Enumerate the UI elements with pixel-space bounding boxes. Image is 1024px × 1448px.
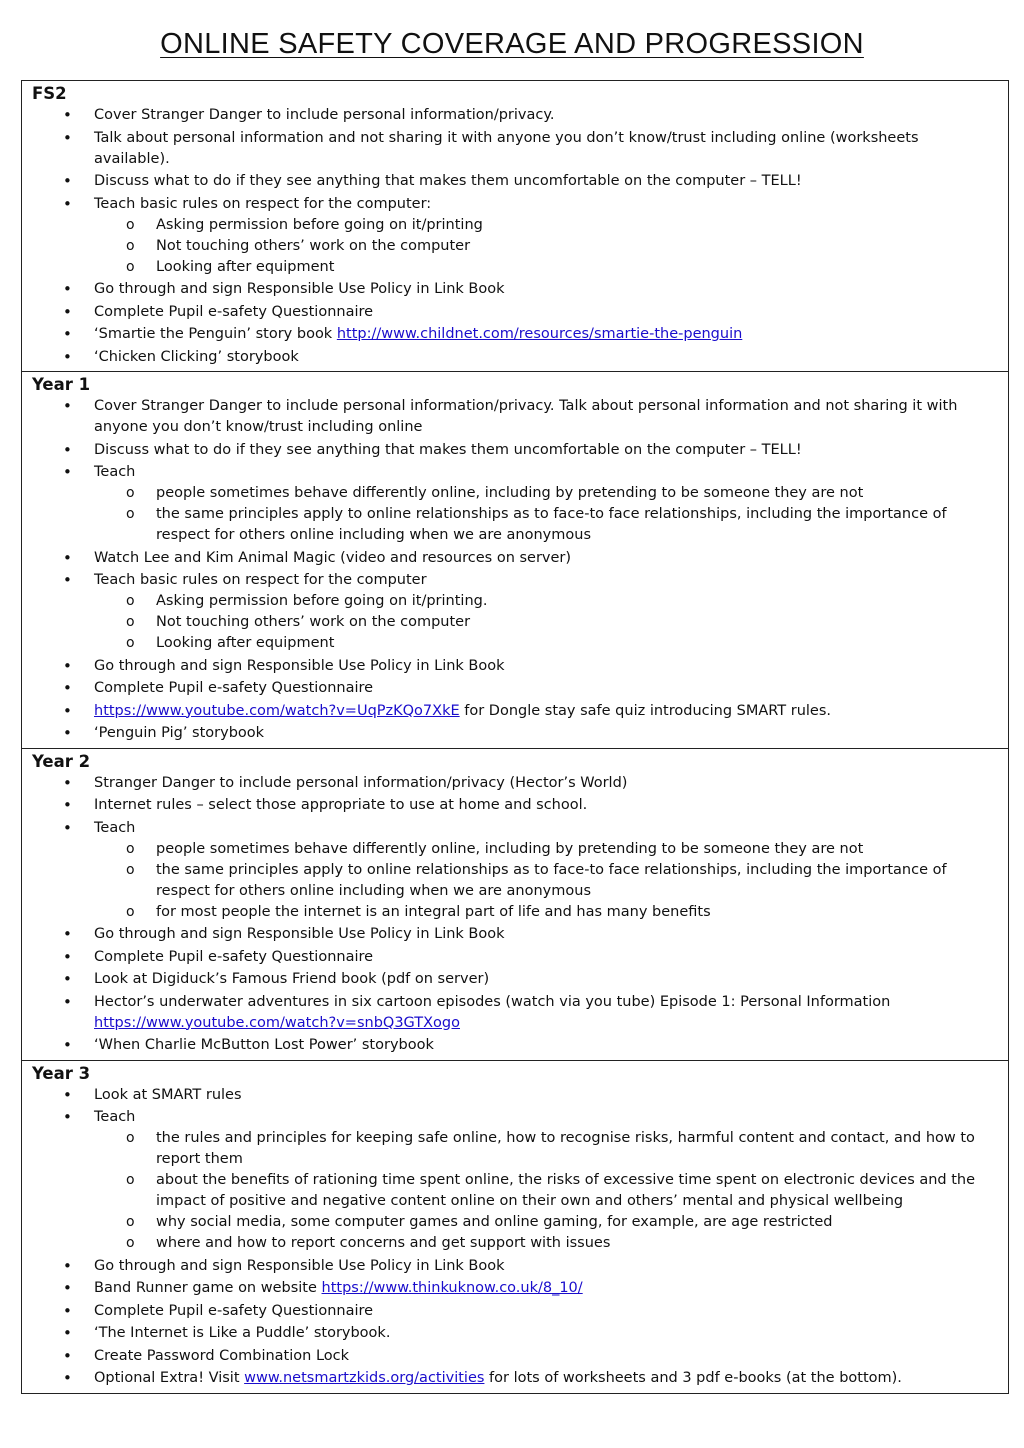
list-item: • Complete Pupil e-safety Questionnaire — [32, 678, 998, 699]
page-title: ONLINE SAFETY COVERAGE AND PROGRESSION — [160, 28, 864, 60]
list-item: • ‘Chicken Clicking’ storybook — [32, 347, 998, 368]
bullet-list — [32, 105, 998, 368]
dongle-link[interactable]: https://www.youtube.com/watch?v=UqPzKQo7XkE — [94, 702, 460, 719]
sub-list — [94, 215, 998, 278]
section-heading: Year 1 — [32, 375, 91, 394]
list-item — [32, 570, 998, 654]
list-item — [32, 818, 998, 923]
netsmartz-link[interactable]: www.netsmartzkids.org/activities — [244, 1370, 485, 1386]
item-text: Teach — [94, 1109, 136, 1125]
list-item — [32, 1278, 998, 1299]
list-item: • Cover Stranger Danger to include personal information/privacy. Talk about personal information and not sharing it with anyone you don’t know/trust including online — [32, 396, 998, 438]
list-item: • Internet rules – select those appropriate to use at home and school. — [32, 795, 998, 816]
item-text: Optional Extra! Visit — [94, 1370, 245, 1386]
list-item: • Complete Pupil e-safety Questionnaire — [32, 302, 998, 323]
item-text: Teach — [94, 464, 136, 480]
list-item: • Discuss what to do if they see anything that makes them uncomfortable on the computer – TELL! — [32, 171, 998, 192]
list-item — [32, 701, 998, 722]
sub-list — [94, 839, 998, 923]
item-text: for Dongle stay safe quiz introducing SMART rules. — [459, 702, 832, 719]
sub-list-item: o for most people the internet is an integral part of life and has many benefits — [94, 902, 998, 923]
section-heading: Year 2 — [32, 751, 91, 771]
list-item: • Discuss what to do if they see anything that makes them uncomfortable on the computer – TELL! — [32, 440, 998, 461]
list-item: • Stranger Danger to include personal information/privacy (Hector’s World) — [32, 773, 998, 794]
item-text: Teach — [94, 819, 136, 836]
list-item: • Complete Pupil e-safety Questionnaire — [32, 947, 998, 968]
sub-list-item: o about the benefits of rationing time spent online, the risks of excessive time spent on electronic devices and the impact of positive and negative content online on their own and others’ mental and physical wellbeing — [94, 1170, 998, 1212]
item-text: Teach basic rules on respect for the computer — [94, 572, 427, 588]
bullet-list — [32, 1085, 998, 1390]
sub-list-item: o Asking permission before going on it/printing. — [94, 591, 998, 612]
list-item: • Create Password Combination Lock — [32, 1346, 998, 1367]
list-item: • ‘When Charlie McButton Lost Power’ storybook — [32, 1035, 998, 1056]
sub-list-item: o the same principles apply to online relationships as to face-to face relationships, including the importance of respect for others online including when we are anonymous — [94, 504, 998, 546]
sub-list — [94, 591, 998, 654]
sub-list-item: o Not touching others’ work on the computer — [94, 612, 998, 633]
sub-list-item: o Asking permission before going on it/printing — [94, 215, 998, 236]
hector-link[interactable]: https://www.youtube.com/watch?v=snbQ3GTXogo — [94, 1014, 460, 1031]
item-text: Teach basic rules on respect for the computer: — [94, 195, 432, 212]
item-text: ‘Smartie the Penguin’ story book — [94, 326, 337, 342]
list-item — [32, 462, 998, 546]
list-item: • Talk about personal information and not sharing it with anyone you don’t know/trust including online (worksheets available). — [32, 128, 998, 170]
bullet-list — [32, 396, 998, 744]
list-item: • ‘Penguin Pig’ storybook — [32, 723, 998, 744]
list-item: • Look at SMART rules — [32, 1085, 998, 1106]
sub-list-item: o the same principles apply to online relationships as to face-to face relationships, including the importance of respect for others online including when we are anonymous — [94, 860, 998, 902]
list-item — [32, 194, 998, 278]
sub-list-item: o Looking after equipment — [94, 257, 998, 278]
list-item: • ‘The Internet is Like a Puddle’ storybook. — [32, 1323, 998, 1344]
sub-list-item: o why social media, some computer games and online gaming, for example, are age restricted — [94, 1212, 998, 1233]
section-heading: FS2 — [32, 84, 67, 103]
bullet-list — [32, 773, 998, 1057]
list-item: • Watch Lee and Kim Animal Magic (video and resources on server) — [32, 548, 998, 569]
sub-list — [94, 1128, 998, 1254]
section-year-2 — [22, 749, 1008, 1061]
item-text: Hector’s underwater adventures in six cartoon episodes (watch via you tube) Episode 1: Personal Information — [94, 993, 891, 1010]
sub-list-item: o Looking after equipment — [94, 633, 998, 654]
list-item: • Cover Stranger Danger to include personal information/privacy. — [32, 105, 998, 126]
list-item: • Complete Pupil e-safety Questionnaire — [32, 1301, 998, 1322]
list-item: • Go through and sign Responsible Use Policy in Link Book — [32, 924, 998, 945]
list-item: • Go through and sign Responsible Use Policy in Link Book — [32, 279, 998, 300]
list-item: • Look at Digiduck’s Famous Friend book (pdf on server) — [32, 969, 998, 990]
list-item: • Go through and sign Responsible Use Policy in Link Book — [32, 1256, 998, 1277]
list-item — [32, 1107, 998, 1254]
item-text: for lots of worksheets and 3 pdf e-books (at the bottom). — [484, 1370, 902, 1386]
section-heading: Year 3 — [32, 1063, 91, 1083]
band-runner-link[interactable]: https://www.thinkuknow.co.uk/8_10/ — [321, 1280, 583, 1296]
section-year-3 — [22, 1061, 1008, 1394]
section-fs2 — [22, 81, 1008, 372]
list-item — [32, 1368, 998, 1389]
list-item: • Go through and sign Responsible Use Policy in Link Book — [32, 656, 998, 677]
sub-list-item: o the rules and principles for keeping safe online, how to recognise risks, harmful content and contact, and how to report them — [94, 1128, 998, 1170]
section-year-1 — [22, 372, 1008, 749]
item-text: Band Runner game on website — [94, 1280, 322, 1296]
coverage-table — [21, 80, 1009, 1394]
sub-list-item: o people sometimes behave differently online, including by pretending to be someone they are not — [94, 839, 998, 860]
list-item — [32, 324, 998, 345]
sub-list — [94, 483, 998, 546]
smartie-link[interactable]: http://www.childnet.com/resources/smartie-the-penguin — [336, 326, 743, 342]
sub-list-item: o Not touching others’ work on the computer — [94, 236, 998, 257]
list-item — [32, 992, 998, 1034]
sub-list-item: o people sometimes behave differently online, including by pretending to be someone they are not — [94, 483, 998, 504]
sub-list-item: o where and how to report concerns and get support with issues — [94, 1233, 998, 1254]
